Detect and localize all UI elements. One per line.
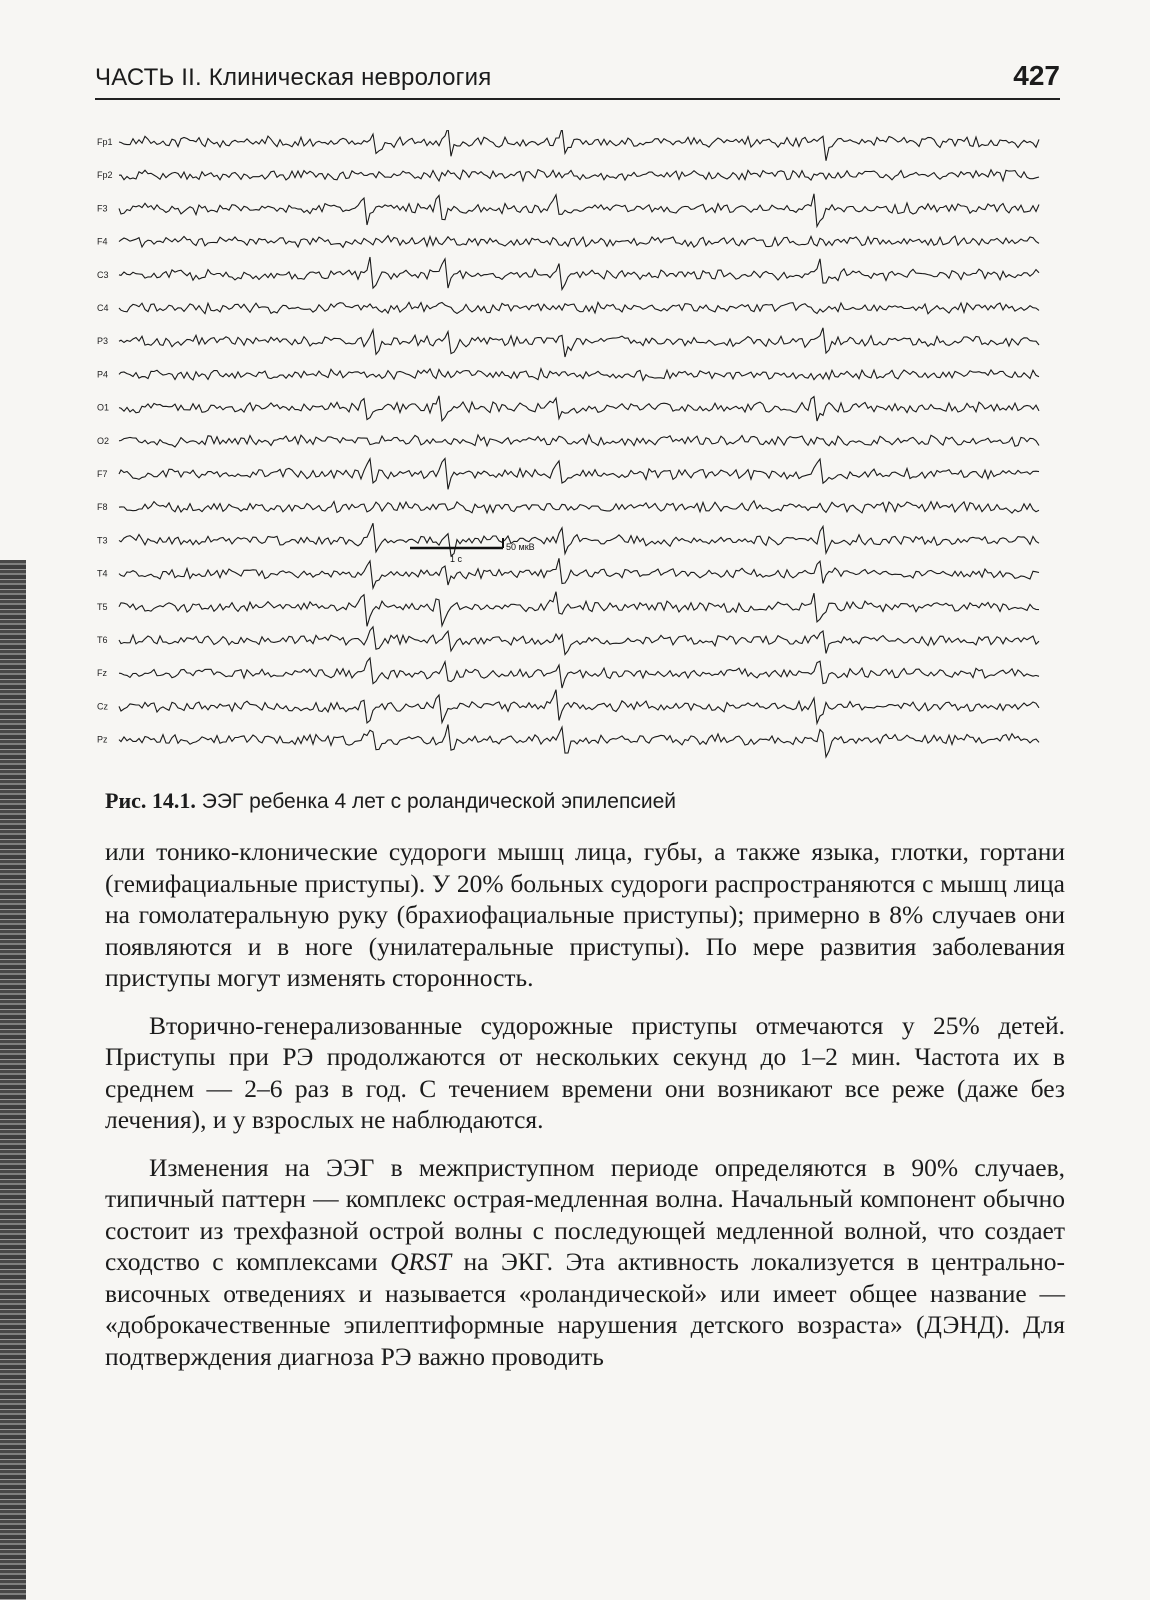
paragraph-3-end: на ЭКГ. Эта активность локализуется в центрально-височных отведениях и называется «роландической» или имеет общее название — «доброкачественные эпилептиформные нарушения детского возраста» (ДЭНД). Для подтверждения диагноза РЭ важно проводить [105, 1247, 1065, 1371]
eeg-trace-c4 [119, 302, 1039, 313]
scale-amplitude-label: 50 мкВ [506, 542, 535, 552]
channel-label-t5: T5 [97, 601, 108, 612]
eeg-trace-t5 [119, 592, 1039, 627]
eeg-trace-t6 [119, 627, 1039, 655]
eeg-trace-t4 [119, 558, 1039, 588]
eeg-traces [95, 130, 1070, 770]
eeg-trace-f7 [119, 459, 1039, 490]
paragraph-3 [105, 1152, 1065, 1373]
eeg-trace-o2 [119, 435, 1039, 447]
channel-label-f7: F7 [97, 469, 108, 479]
paragraph-1: или тонико-клонические судороги мышц лица, губы, а также языка, глотки, гортани (гемифациальные приступы). У 20% больных судороги распространяются с мышц лица на гомолатеральную руку (брахиофациальные приступы); примерно в 8% случаев они появляются и в ноге (унилатеральные приступы). По мере развития заболевания приступы могут изменять сторонность. [105, 837, 1065, 992]
eeg-trace-o1 [119, 396, 1039, 421]
caption-label: Рис. 14.1. [105, 788, 196, 813]
running-head: ЧАСТЬ II. Клиническая неврология [95, 64, 492, 91]
eeg-trace-t3 [119, 523, 1039, 556]
channel-label-f8: F8 [97, 502, 108, 513]
eeg-trace-f4 [119, 236, 1039, 248]
paragraph-2: Вторично-генерализованные судорожные приступы отмечаются у 25% детей. Приступы при РЭ продолжаются от нескольких секунд до 1–2 мин. Частота их в среднем — 2–6 раз в год. С течением времени они возникают все реже (даже без лечения), и у взрослых не наблюдаются. [105, 1010, 1065, 1134]
eeg-trace-f3 [119, 194, 1039, 227]
eeg-trace-f8 [119, 501, 1039, 513]
caption-text: ЭЭГ ребенка 4 лет с роландической эпилепсией [201, 790, 676, 813]
channel-label-cz: Cz [97, 701, 108, 712]
page-header [95, 58, 1060, 100]
channel-label-fp1: Fp1 [97, 137, 113, 147]
channel-label-t6: T6 [97, 635, 108, 645]
channel-label-o1: O1 [97, 402, 110, 413]
eeg-trace-p4 [119, 369, 1039, 381]
paragraph-3-start: Изменения на ЭЭГ в межприступном периоде определяются в 90% случаев, типичный паттерн — комплекс острая-медленная волна. Начальный компонент обычно состоит из трехфазной острой волны с последующей медленной волной, что создает сходство с комплексами [105, 1152, 1065, 1276]
scan-binding-edge [0, 560, 26, 1600]
qrst-term: QRST [390, 1247, 452, 1276]
channel-label-f4: F4 [97, 236, 108, 247]
channel-label-p3: P3 [97, 336, 109, 347]
channel-label-fz: Fz [97, 668, 107, 679]
channel-label-f3: F3 [97, 203, 108, 214]
page-number: 427 [1013, 60, 1060, 91]
eeg-figure [95, 130, 1070, 770]
channel-label-t3: T3 [97, 535, 108, 546]
eeg-trace-fz [119, 658, 1039, 688]
figure-caption [105, 788, 1065, 814]
eeg-trace-pz [119, 725, 1039, 757]
channel-label-fp2: Fp2 [97, 170, 113, 181]
eeg-trace-p3 [119, 328, 1039, 357]
channel-label-p4: P4 [97, 369, 109, 380]
eeg-trace-fp2 [119, 170, 1039, 181]
channel-label-c4: C4 [97, 303, 109, 313]
eeg-trace-fp1 [119, 130, 1039, 161]
scale-time-label: 1 с [450, 554, 463, 564]
eeg-trace-cz [119, 690, 1039, 724]
body-text [105, 836, 1065, 1388]
eeg-trace-c3 [119, 257, 1039, 289]
channel-label-pz: Pz [97, 734, 108, 745]
channel-label-o2: O2 [97, 435, 110, 446]
channel-label-t4: T4 [97, 568, 108, 579]
channel-label-c3: C3 [97, 269, 109, 280]
